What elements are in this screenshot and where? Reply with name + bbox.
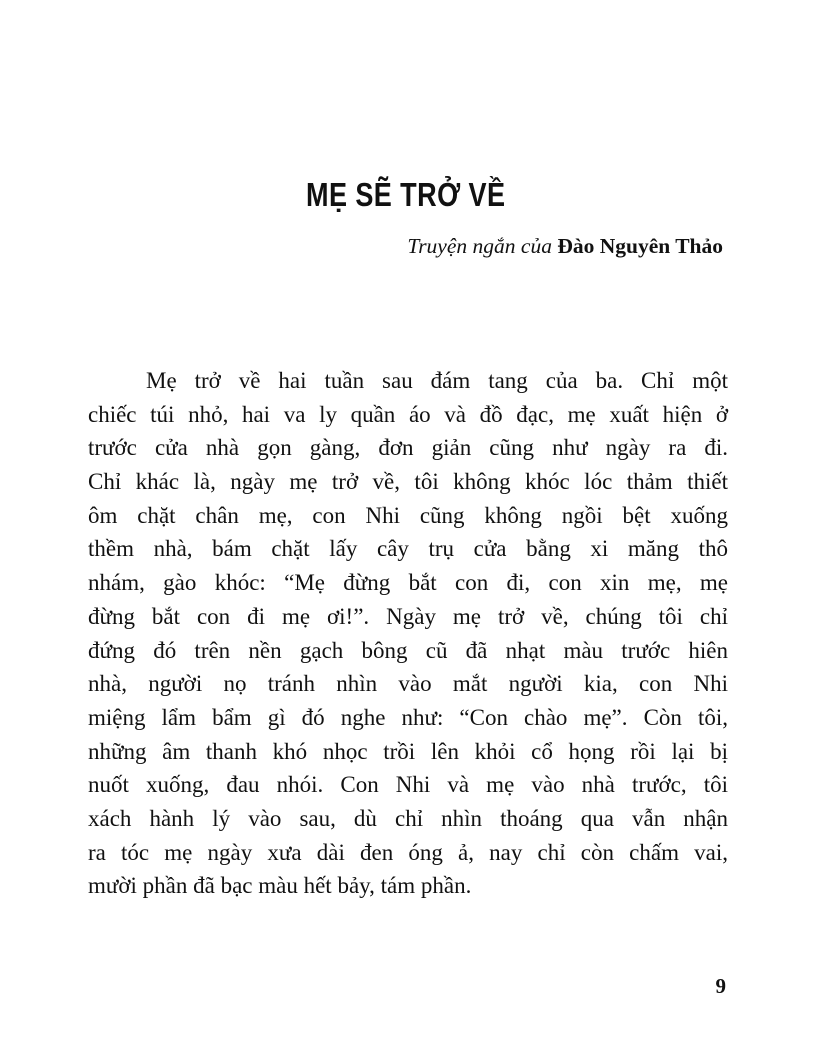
page-number: 9 (715, 974, 726, 998)
text-line: đứng đó trên nền gạch bông cũ đã nhạt màu trước hiên (88, 637, 728, 663)
text-line: Chỉ khác là, ngày mẹ trở về, tôi không khóc lóc thảm thiết (88, 469, 728, 495)
story-body (88, 364, 728, 903)
text-line: miệng lẩm bẩm gì đó nghe như: “Con chào mẹ”. Còn tôi, (88, 704, 728, 730)
text-line: thềm nhà, bám chặt lấy cây trụ cửa bằng xi măng thô (88, 536, 728, 562)
text-line: ôm chặt chân mẹ, con Nhi cũng không ngồi bệt xuống (88, 502, 728, 528)
text-line: Mẹ trở về hai tuần sau đám tang của ba. Chỉ một (146, 368, 728, 393)
text-line: những âm thanh khó nhọc trồi lên khỏi cổ họng rồi lại bị (88, 738, 728, 764)
text-line: trước cửa nhà gọn gàng, đơn giản cũng như ngày ra đi. (88, 435, 728, 461)
text-line: ra tóc mẹ ngày xưa dài đen óng ả, nay chỉ còn chấm vai, (88, 839, 728, 865)
text-line: nuốt xuống, đau nhói. Con Nhi và mẹ vào nhà trước, tôi (88, 772, 728, 798)
author-name: Đào Nguyên Thảo (557, 234, 723, 258)
chapter-title: MẸ SẼ TRỞ VỀ (306, 176, 506, 213)
text-line: mười phần đã bạc màu hết bảy, tám phần. (88, 873, 472, 899)
text-line: xách hành lý vào sau, dù chỉ nhìn thoáng qua vẫn nhận (88, 805, 728, 831)
text-line: đừng bắt con đi mẹ ơi!”. Ngày mẹ trở về, chúng tôi chỉ (88, 603, 728, 629)
byline (407, 234, 723, 259)
byline-lead: Truyện ngắn của (407, 234, 552, 258)
text-line: chiếc túi nhỏ, hai va ly quần áo và đồ đạc, mẹ xuất hiện ở (88, 401, 728, 427)
text-line: nhám, gào khóc: “Mẹ đừng bắt con đi, con xin mẹ, mẹ (88, 570, 728, 596)
text-line: nhà, người nọ tránh nhìn vào mắt người kia, con Nhi (88, 671, 728, 697)
